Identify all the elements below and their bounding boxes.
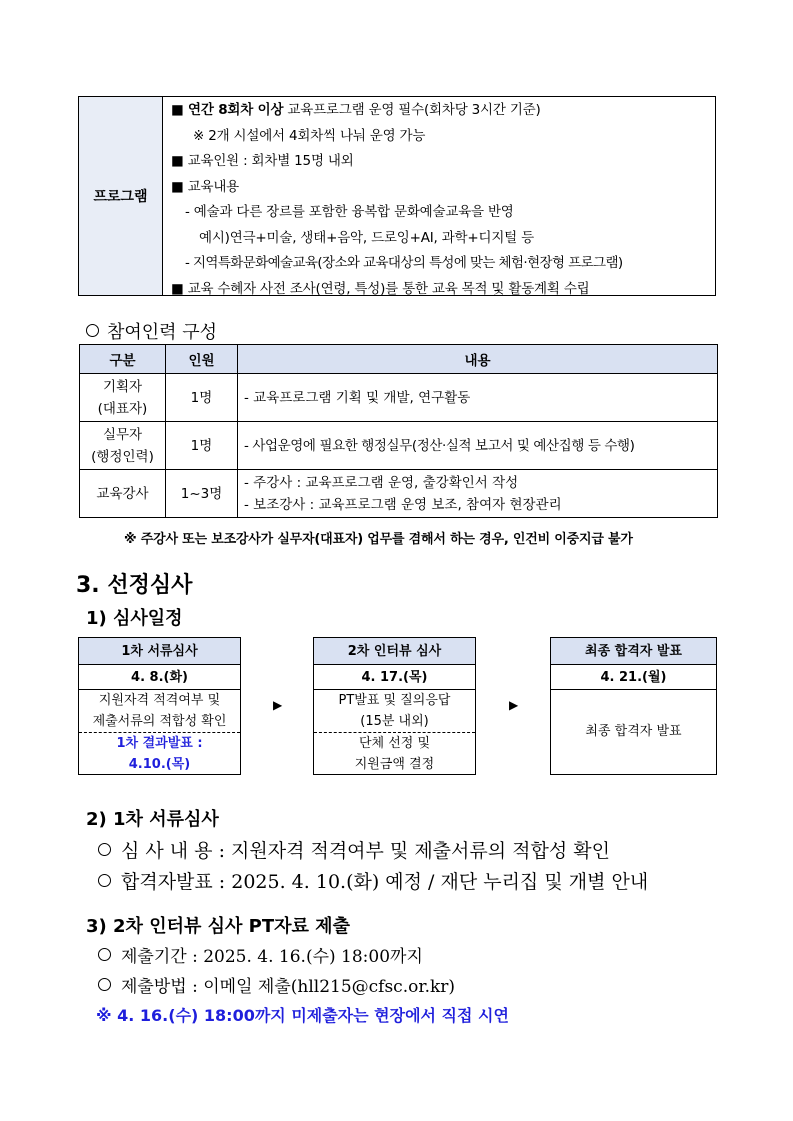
program-line-bold: ■ 연간 8회차 이상: [171, 102, 284, 118]
staff-table-header-row: [80, 345, 718, 374]
program-line: [171, 98, 715, 124]
content-cell: - 교육프로그램 기획 및 개발, 연구활동: [238, 374, 718, 422]
program-line-text: 교육프로그램 운영 필수(회차당 3시간 기준): [283, 102, 541, 118]
content-text: - 주강사 : 교육프로그램 운영, 출강확인서 작성: [244, 474, 519, 491]
program-line-text: ※ 2개 시설에서 4회차씩 나눠 운영 가능: [193, 127, 426, 144]
schedule-box-final: [550, 637, 717, 775]
schedule-box-text: 최종 합격자 발표: [585, 724, 682, 739]
program-line: [171, 149, 715, 175]
program-line-text: - 지역특화문화예술교육(장소와 교육대상의 특성에 맞는 체험·현장형 프로그램): [185, 255, 623, 271]
program-line: [171, 124, 715, 150]
program-line-bold: ■: [171, 280, 184, 297]
content-text: - 보조강사 : 교육프로그램 운영 보조, 참여자 현장관리: [244, 496, 562, 513]
schedule-box-result: 4.10.(목): [128, 757, 191, 772]
pt-submission-subtitle: 3) 2차 인터뷰 심사 PT자료 제출: [86, 916, 350, 937]
role-text: 기획자: [102, 378, 143, 395]
schedule-box-interview: [313, 637, 476, 775]
program-line: [171, 277, 715, 303]
schedule-box-text: 제출서류의 적합성 확인: [92, 714, 227, 729]
program-line-text: 교육 수혜자 사전 조사(연령, 특성)를 통한 교육 목적 및 활동계획 수립: [183, 280, 590, 297]
schedule-box-title: 최종 합격자 발표: [551, 638, 716, 665]
bullet-item: [98, 942, 423, 967]
program-line-text: 교육내용: [183, 178, 240, 195]
schedule-box-text: 지원금액 결정: [354, 757, 435, 772]
staff-note: ※ 주강사 또는 보조강사가 실무자(대표자) 업무를 겸해서 하는 경우, 인건비 이중지급 불가: [124, 532, 633, 547]
staff-section-title-text: 참여인력 구성: [107, 322, 218, 343]
schedule-box-title: 1차 서류심사: [79, 638, 240, 665]
schedule-box-result: 1차 결과발표 :: [79, 732, 240, 754]
count-cell: 1~3명: [166, 470, 238, 518]
staff-section-title: [86, 318, 217, 344]
program-line-text: 예시)연극+미술, 생태+음악, 드로잉+AI, 과학+디지털 등: [199, 229, 534, 246]
content-cell: [238, 470, 718, 518]
table-row: [80, 422, 718, 470]
schedule-box-date: 4. 8.(화): [79, 665, 240, 690]
table-row: [80, 374, 718, 422]
circle-bullet-icon: [98, 978, 111, 991]
role-text: 실무자: [102, 426, 143, 443]
program-line: [171, 175, 715, 201]
program-line-text: 교육인원 : 회차별 15명 내외: [183, 153, 354, 169]
role-text: (행정인력): [91, 448, 154, 465]
circle-bullet-icon: [98, 843, 111, 856]
role-cell: [80, 422, 166, 470]
bullet-item: [98, 972, 455, 997]
document-review-subtitle: 2) 1차 서류심사: [86, 809, 219, 830]
schedule-box-date: 4. 21.(월): [551, 665, 716, 690]
schedule-subtitle: 1) 심사일정: [86, 608, 183, 629]
section-3-title: 3. 선정심사: [76, 573, 193, 598]
schedule-box-date: 4. 17.(목): [314, 665, 475, 690]
column-header: 인원: [166, 345, 238, 374]
schedule-box-text: PT발표 및 질의응답: [338, 693, 451, 708]
schedule-box-text: 단체 선정 및: [314, 732, 475, 754]
bullet-text: 합격자발표 : 2025. 4. 10.(화) 예정 / 재단 누리집 및 개별 안내: [121, 871, 649, 893]
schedule-box-document: [78, 637, 241, 775]
staff-table: [79, 344, 718, 518]
role-cell: [80, 374, 166, 422]
program-line: [171, 226, 715, 252]
column-header: 구분: [80, 345, 166, 374]
program-table-body: [163, 97, 715, 295]
program-line: [171, 251, 715, 277]
arrow-right-icon: ▶: [509, 698, 519, 712]
program-table-header: 프로그램: [79, 97, 163, 295]
program-line: [171, 200, 715, 226]
program-line-bold: ■: [171, 178, 184, 195]
circle-bullet-icon: [98, 948, 111, 961]
count-cell: 1명: [166, 374, 238, 422]
column-header: 내용: [238, 345, 718, 374]
schedule-box-text: (15분 내외): [360, 714, 429, 729]
role-text: (대표자): [97, 400, 148, 417]
circle-bullet-icon: [86, 324, 99, 337]
bullet-text: 제출기간 : 2025. 4. 16.(수) 18:00까지: [121, 947, 423, 967]
bullet-item: [98, 867, 648, 894]
program-line-text: - 예술과 다른 장르를 포함한 융복합 문화예술교육을 반영: [185, 204, 514, 220]
submission-note: ※ 4. 16.(수) 18:00까지 미제출자는 현장에서 직접 시연: [96, 1006, 509, 1025]
schedule-box-title: 2차 인터뷰 심사: [314, 638, 475, 665]
content-cell: - 사업운영에 필요한 행정실무(정산·실적 보고서 및 예산집행 등 수행): [238, 422, 718, 470]
bullet-text: 심 사 내 용 : 지원자격 적격여부 및 제출서류의 적합성 확인: [121, 840, 610, 862]
program-table: [78, 96, 716, 296]
program-line-bold: ■: [171, 153, 184, 169]
schedule-box-text: 지원자격 적격여부 및: [98, 693, 221, 708]
bullet-item: [98, 836, 610, 863]
circle-bullet-icon: [98, 874, 111, 887]
role-cell: 교육강사: [80, 470, 166, 518]
arrow-right-icon: ▶: [273, 698, 283, 712]
bullet-text: 제출방법 : 이메일 제출(hll215@cfsc.or.kr): [121, 977, 456, 997]
count-cell: 1명: [166, 422, 238, 470]
table-row: [80, 470, 718, 518]
